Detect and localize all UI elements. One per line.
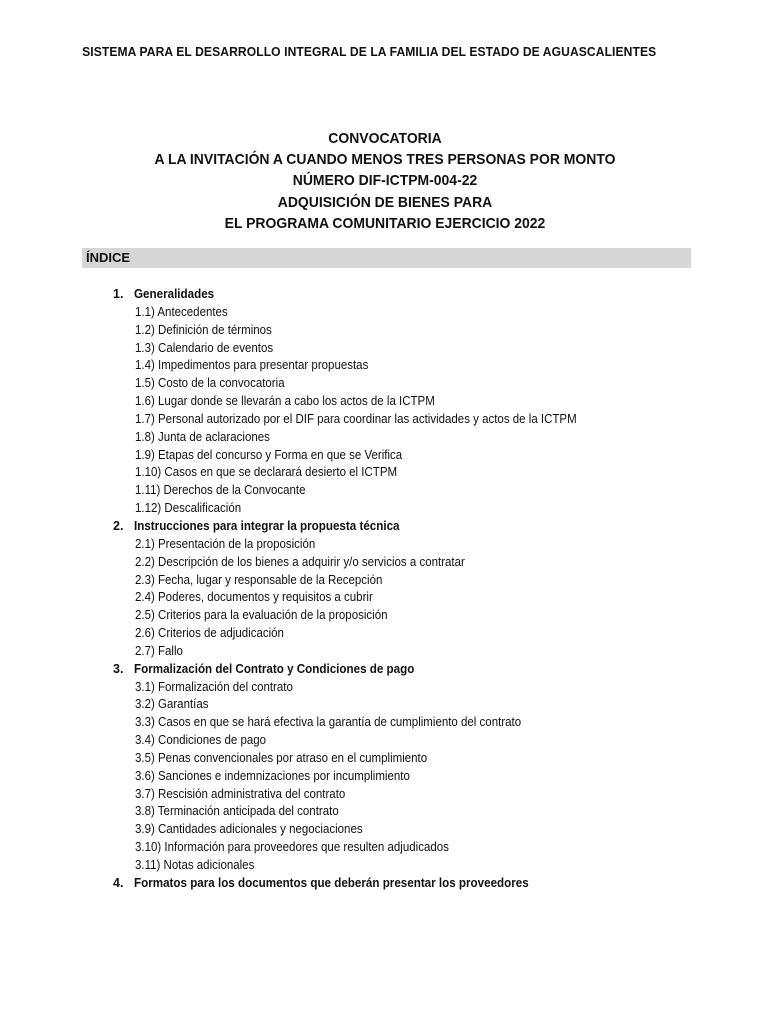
toc-item: 2.5) Criterios para la evaluación de la proposición [135, 608, 388, 623]
table-of-contents [0, 286, 770, 893]
title-line: EL PROGRAMA COMUNITARIO EJERCICIO 2022 [224, 214, 546, 232]
toc-item: 3.3) Casos en que se hará efectiva la garantía de cumplimiento del contrato [135, 715, 522, 730]
title-line: CONVOCATORIA [328, 130, 442, 147]
toc-section-row [0, 661, 770, 679]
section-number: 3. [113, 661, 124, 676]
toc-item: 1.12) Descalificación [135, 501, 242, 516]
toc-section-row [0, 518, 770, 536]
toc-item-row [0, 857, 770, 875]
section-number: 1. [113, 287, 124, 301]
organization-header: SISTEMA PARA EL DESARROLLO INTEGRAL DE LA FAMILIA DEL ESTADO DE AGUASCALIENTES [82, 44, 657, 59]
section-number: 4. [113, 875, 124, 890]
toc-item-row [0, 786, 770, 804]
toc-item-row [0, 643, 770, 661]
toc-item-row [0, 322, 770, 340]
toc-item-row [0, 714, 770, 732]
toc-item-row [0, 572, 770, 590]
toc-item-row [0, 803, 770, 821]
toc-item-row [0, 839, 770, 857]
toc-item: 1.6) Lugar donde se llevarán a cabo los actos de la ICTPM [135, 394, 435, 409]
section-title: Formalización del Contrato y Condiciones de pago [134, 661, 415, 676]
toc-section-row [0, 875, 770, 893]
toc-section-row [0, 286, 770, 304]
section-title: Formatos para los documentos que deberán presentar los proveedores [134, 875, 529, 890]
toc-item: 3.1) Formalización del contrato [135, 679, 293, 694]
toc-item: 2.4) Poderes, documentos y requisitos a cubrir [135, 590, 373, 605]
toc-item: 3.5) Penas convencionales por atraso en el cumplimiento [135, 750, 428, 765]
section-title: Instrucciones para integrar la propuesta técnica [134, 518, 400, 533]
toc-item: 3.6) Sanciones e indemnizaciones por incumplimiento [135, 768, 410, 783]
toc-item: 1.11) Derechos de la Convocante [135, 483, 306, 498]
toc-item: 1.3) Calendario de eventos [135, 340, 274, 355]
toc-item-row [0, 732, 770, 750]
title-line: A LA INVITACIÓN A CUANDO MENOS TRES PERSONAS POR MONTO [154, 151, 616, 169]
toc-item: 3.9) Cantidades adicionales y negociaciones [135, 822, 363, 837]
toc-item-row [0, 411, 770, 429]
toc-item: 3.2) Garantías [135, 697, 209, 712]
toc-item-row [0, 696, 770, 714]
toc-item: 3.7) Rescisión administrativa del contrato [135, 786, 346, 801]
toc-item: 1.8) Junta de aclaraciones [135, 429, 270, 444]
toc-item-row [0, 821, 770, 839]
toc-item-row [0, 536, 770, 554]
section-title: Generalidades [134, 287, 215, 301]
toc-item: 2.7) Fallo [135, 643, 183, 658]
toc-item-row [0, 429, 770, 447]
index-heading-bar [82, 248, 691, 268]
toc-item-row [0, 679, 770, 697]
toc-item-row [0, 447, 770, 465]
toc-item: 3.8) Terminación anticipada del contrato [135, 804, 339, 819]
section-number: 2. [113, 518, 124, 533]
toc-item-row [0, 750, 770, 768]
toc-item-row [0, 625, 770, 643]
toc-item-row [0, 482, 770, 500]
toc-item: 3.11) Notas adicionales [135, 858, 255, 872]
title-line: ADQUISICIÓN DE BIENES PARA [277, 193, 493, 211]
toc-item-row [0, 375, 770, 393]
toc-item-row [0, 464, 770, 482]
toc-item-row [0, 500, 770, 518]
toc-item: 2.3) Fecha, lugar y responsable de la Recepción [135, 572, 383, 587]
toc-item-row [0, 357, 770, 375]
toc-item: 1.2) Definición de términos [135, 322, 272, 337]
toc-item-row [0, 554, 770, 572]
toc-item: 1.1) Antecedentes [135, 304, 228, 319]
toc-item: 2.2) Descripción de los bienes a adquirir y/o servicios a contratar [135, 554, 465, 569]
title-line: NÚMERO DIF-ICTPM-004-22 [292, 172, 478, 190]
toc-item: 1.7) Personal autorizado por el DIF para coordinar las actividades y actos de la ICTPM [135, 411, 577, 426]
toc-item-row [0, 304, 770, 322]
toc-item: 1.10) Casos en que se declarará desierto el ICTPM [135, 465, 398, 480]
toc-item-row [0, 768, 770, 786]
toc-item-row [0, 589, 770, 607]
toc-item-row [0, 607, 770, 625]
toc-item: 2.1) Presentación de la proposición [135, 536, 316, 551]
toc-item: 1.5) Costo de la convocatoria [135, 376, 285, 391]
toc-item-row [0, 393, 770, 411]
toc-item: 1.9) Etapas del concurso y Forma en que se Verifica [135, 447, 403, 462]
toc-item: 3.10) Información para proveedores que resulten adjudicados [135, 840, 449, 855]
toc-item: 3.4) Condiciones de pago [135, 733, 267, 748]
toc-item: 1.4) Impedimentos para presentar propuestas [135, 358, 369, 373]
toc-item: 2.6) Criterios de adjudicación [135, 626, 284, 641]
index-heading: ÍNDICE [86, 250, 131, 265]
document-title [0, 128, 770, 234]
toc-item-row [0, 340, 770, 358]
